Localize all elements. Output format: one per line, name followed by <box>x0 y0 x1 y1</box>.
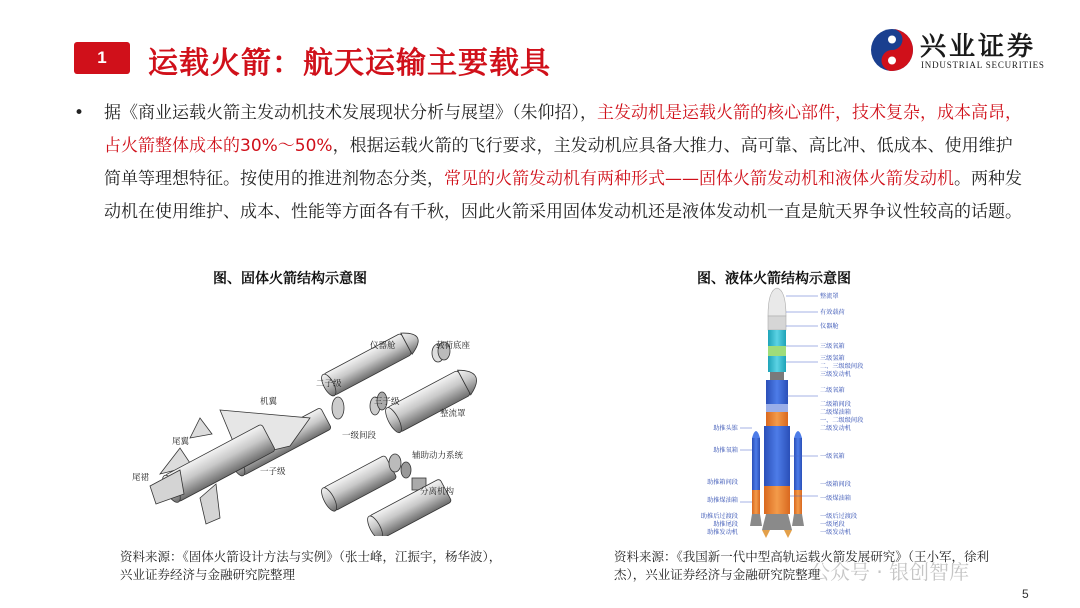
label-s2-oxidizer: 二级氧箱 <box>820 387 845 394</box>
label-s1-tail: 一级尾段 <box>820 521 845 528</box>
solid-rocket-diagram <box>120 298 500 536</box>
logo-chinese-name: 兴业证券 <box>920 32 1037 62</box>
label-booster-interstage: 助推箱间段 <box>707 479 738 486</box>
source-line: 杰），兴业证券经济与金融研究院整理 <box>614 567 821 582</box>
section-number-badge: 1 <box>74 42 130 74</box>
label-payload: 有效载荷 <box>820 309 845 316</box>
label-s2-fuel: 二级煤油箱 <box>820 409 851 416</box>
label-aux-power: 辅助动力系统 <box>412 451 464 461</box>
label-booster-engine: 助推发动机 <box>707 529 738 536</box>
label-interstage1: 一级间段 <box>342 431 377 441</box>
label-s3-engine: 三级发动机 <box>820 371 851 378</box>
label-s3-hydrogen: 三级氢箱 <box>820 355 845 362</box>
label-stage1: 一子级 <box>260 467 286 477</box>
label-s3-oxidizer: 三级氧箱 <box>820 343 845 350</box>
watermark: 公众号 · 银创智库 <box>810 560 970 584</box>
label-s1-fuel: 一级煤油箱 <box>820 495 851 502</box>
label-s2-engine: 二级发动机 <box>820 425 851 432</box>
label-fairing: 整流罩 <box>440 409 466 419</box>
figure-left-title: 图、固体火箭结构示意图 <box>213 271 367 287</box>
label-s2-interstage: 二级箱间段 <box>820 401 851 408</box>
body-text-segment: 据《商业运载火箭主发动机技术发展现状分析与展望》（朱仰招）， <box>104 103 597 123</box>
label-wing: 机翼 <box>260 397 278 407</box>
label-booster-fuel: 助推煤油箱 <box>707 497 738 504</box>
source-line: 资料来源：《我国新一代中型高轨运载火箭发展研究》（王小军，徐利 <box>614 549 990 564</box>
label-s1-interstage: 一级箱间段 <box>820 481 851 488</box>
label-separation: 分离机构 <box>420 487 455 497</box>
label-booster-head: 助推头锥 <box>713 425 738 432</box>
label-payload-seat: 载荷底座 <box>436 341 471 351</box>
page-number: 5 <box>1022 587 1029 601</box>
company-logo <box>870 26 1070 76</box>
label-s1-engine: 一级发动机 <box>820 529 851 536</box>
source-line: 兴业证券经济与金融研究院整理 <box>120 567 296 582</box>
label-booster-aft: 助推后过渡段 <box>700 513 738 520</box>
figure-left-source <box>120 548 580 584</box>
logo-mark-icon <box>870 28 914 72</box>
label-booster-oxidizer: 助推氧箱 <box>713 447 738 454</box>
label-s1-oxidizer: 一级氧箱 <box>820 453 845 460</box>
logo-english-name: INDUSTRIAL SECURITIES <box>921 60 1045 70</box>
body-paragraph <box>104 97 1024 229</box>
bullet-point: • <box>74 103 85 123</box>
liquid-rocket-diagram <box>680 286 900 542</box>
label-instrument: 仪器舱 <box>370 341 396 351</box>
label-s12-interstage: 一、二级级间段 <box>820 417 864 424</box>
label-stage3: 三子级 <box>374 397 400 407</box>
figure-right-title: 图、液体火箭结构示意图 <box>697 271 851 287</box>
slide-header <box>0 0 1080 90</box>
body-text-segment: ，根据运载火箭的飞行要求，主发动机应具备大推力、高可靠、高比冲、低成本、使用维护简单等理想特征。按使用的推进剂物态分类， <box>104 136 1013 189</box>
slide-title: 运载火箭：航天运输主要载具 <box>148 46 551 81</box>
body-text-segment: 。两种发动机在使用维护、成本、性能等方面各有千秋，因此火箭采用固体发动机还是液体发动机一直是航天界争议性较高的话题。 <box>104 169 1022 222</box>
label-tail-skirt: 尾裙 <box>132 473 150 483</box>
label-stage2: 二子级 <box>316 379 342 389</box>
label-instrument: 仪器舱 <box>820 323 839 330</box>
label-fairing: 整流罩 <box>820 293 839 300</box>
label-s1-aft: 一级后过渡段 <box>820 513 858 520</box>
source-line: 资料来源：《固体火箭设计方法与实例》（张士峰，江振宇，杨华波）， <box>120 549 502 564</box>
label-tail-wing: 尾翼 <box>172 437 190 447</box>
body-highlight-segment: 主发动机是运载火箭的核心部件，技术复杂，成本高昂，占火箭整体成本的30%～50% <box>104 103 1022 156</box>
label-booster-tail: 助推尾段 <box>713 521 738 528</box>
body-highlight-segment: 常见的火箭发动机有两种形式——固体火箭发动机和液体火箭发动机 <box>444 169 954 189</box>
label-s23-interstage: 二、三级级间段 <box>820 363 864 370</box>
